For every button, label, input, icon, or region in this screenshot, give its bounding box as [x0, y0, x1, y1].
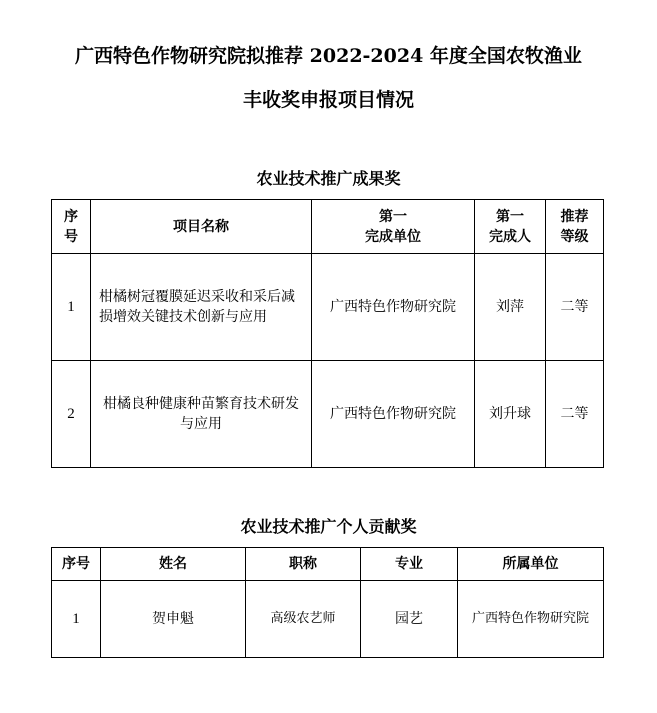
section-heading-achievement-award: 农业技术推广成果奖 — [256, 169, 401, 188]
section-heading-personal-contribution-award: 农业技术推广个人贡献奖 — [240, 517, 417, 536]
header-title: 职称 — [246, 548, 361, 581]
header-project-name: 项目名称 — [91, 200, 312, 254]
header-major: 专业 — [361, 548, 458, 581]
row-grade: 二等 — [546, 361, 604, 468]
row-project-name: 柑橘树冠覆膜延迟采收和采后减损增效关键技术创新与应用 — [91, 254, 312, 361]
table-row — [52, 254, 604, 361]
achievement-award-table — [51, 199, 604, 468]
row-first-person: 刘升球 — [475, 361, 546, 468]
header-first-person: 第一 完成人 — [475, 200, 546, 254]
header-first-unit: 第一 完成单位 — [312, 200, 475, 254]
row-grade: 二等 — [546, 254, 604, 361]
header-no: 序号 — [52, 548, 101, 581]
row-first-person: 刘萍 — [475, 254, 546, 361]
header-no: 序 号 — [52, 200, 91, 254]
row-first-unit: 广西特色作物研究院 — [312, 254, 475, 361]
row-no: 1 — [52, 254, 91, 361]
row-no: 1 — [52, 581, 101, 658]
header-grade: 推荐 等级 — [546, 200, 604, 254]
document-title-line2: 丰收奖申报项目情况 — [242, 89, 414, 111]
row-unit: 广西特色作物研究院 — [458, 581, 604, 658]
header-unit: 所属单位 — [458, 548, 604, 581]
row-project-name: 柑橘良种健康种苗繁育技术研发与应用 — [91, 361, 312, 468]
row-first-unit: 广西特色作物研究院 — [312, 361, 475, 468]
table-header-row — [52, 548, 604, 581]
table-row — [52, 361, 604, 468]
row-title: 高级农艺师 — [246, 581, 361, 658]
table-row — [52, 581, 604, 658]
table-header-row — [52, 200, 604, 254]
personal-contribution-table — [51, 547, 604, 658]
row-name: 贺申魁 — [101, 581, 246, 658]
header-name: 姓名 — [101, 548, 246, 581]
row-major: 园艺 — [361, 581, 458, 658]
document-title-line1: 广西特色作物研究院拟推荐 2022-2024 年度全国农牧渔业 — [75, 45, 582, 67]
row-no: 2 — [52, 361, 91, 468]
